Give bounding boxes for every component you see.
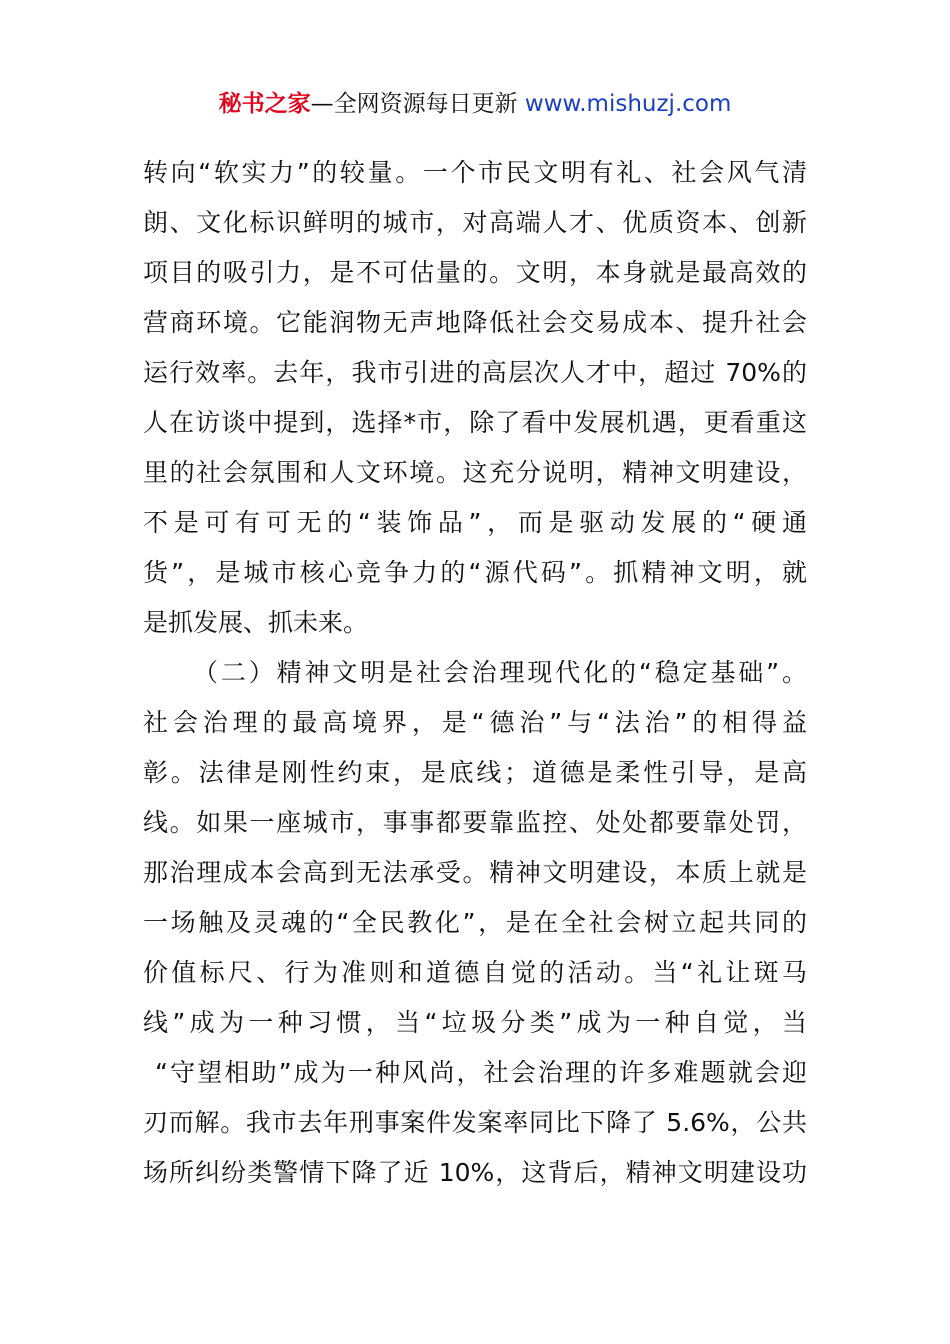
text-line: 不是可有可无的“装饰品”，而是驱动发展的“硬通 <box>143 508 807 537</box>
text-line: 人在访谈中提到，选择*市，除了看中发展机遇，更看重这 <box>143 408 807 437</box>
text-line: 那治理成本会高到无法承受。精神文明建设，本质上就是 <box>143 858 807 887</box>
text-line: 里的社会氛围和人文环境。这充分说明，精神文明建设， <box>143 458 807 487</box>
text-line: 刃而解。我市去年刑事案件发案率同比下降了 5.6%，公共 <box>143 1108 807 1137</box>
body-text <box>143 148 807 1198</box>
text-line: 彰。法律是刚性约束，是底线；道德是柔性引导，是高 <box>143 758 807 787</box>
text-line: 价值标尺、行为准则和道德自觉的活动。当“礼让斑马 <box>143 958 807 987</box>
text-line: 线”成为一种习惯，当“垃圾分类”成为一种自觉，当 <box>143 1008 807 1037</box>
text-line: 是抓发展、抓未来。 <box>143 608 369 637</box>
header-tagline: —全网资源每日更新 <box>310 91 525 117</box>
text-line: 社会治理的最高境界，是“德治”与“法治”的相得益 <box>143 708 807 737</box>
text-line: 线。如果一座城市，事事都要靠监控、处处都要靠处罚， <box>143 808 807 837</box>
text-line: 营商环境。它能润物无声地降低社会交易成本、提升社会 <box>143 308 807 337</box>
text-line: 运行效率。去年，我市引进的高层次人才中，超过 70%的 <box>143 358 807 387</box>
brand-name: 秘书之家 <box>218 91 311 117</box>
text-line: 货”，是城市核心竞争力的“源代码”。抓精神文明，就 <box>143 558 807 587</box>
text-line: “守望相助”成为一种风尚，社会治理的许多难题就会迎 <box>155 1058 807 1087</box>
text-line: 转向“软实力”的较量。一个市民文明有礼、社会风气清 <box>143 158 807 187</box>
text-line: 朗、文化标识鲜明的城市，对高端人才、优质资本、创新 <box>143 208 807 237</box>
text-line: 一场触及灵魂的“全民教化”，是在全社会树立起共同的 <box>143 908 807 937</box>
text-line: 项目的吸引力，是不可估量的。文明，本身就是最高效的 <box>143 258 807 287</box>
page-header <box>0 86 950 122</box>
text-line: 场所纠纷类警情下降了近 10%，这背后，精神文明建设功 <box>143 1158 807 1187</box>
site-link[interactable]: www.mishuzj.com <box>524 91 732 117</box>
section-heading-line: （二）精神文明是社会治理现代化的“稳定基础”。 <box>193 658 807 687</box>
